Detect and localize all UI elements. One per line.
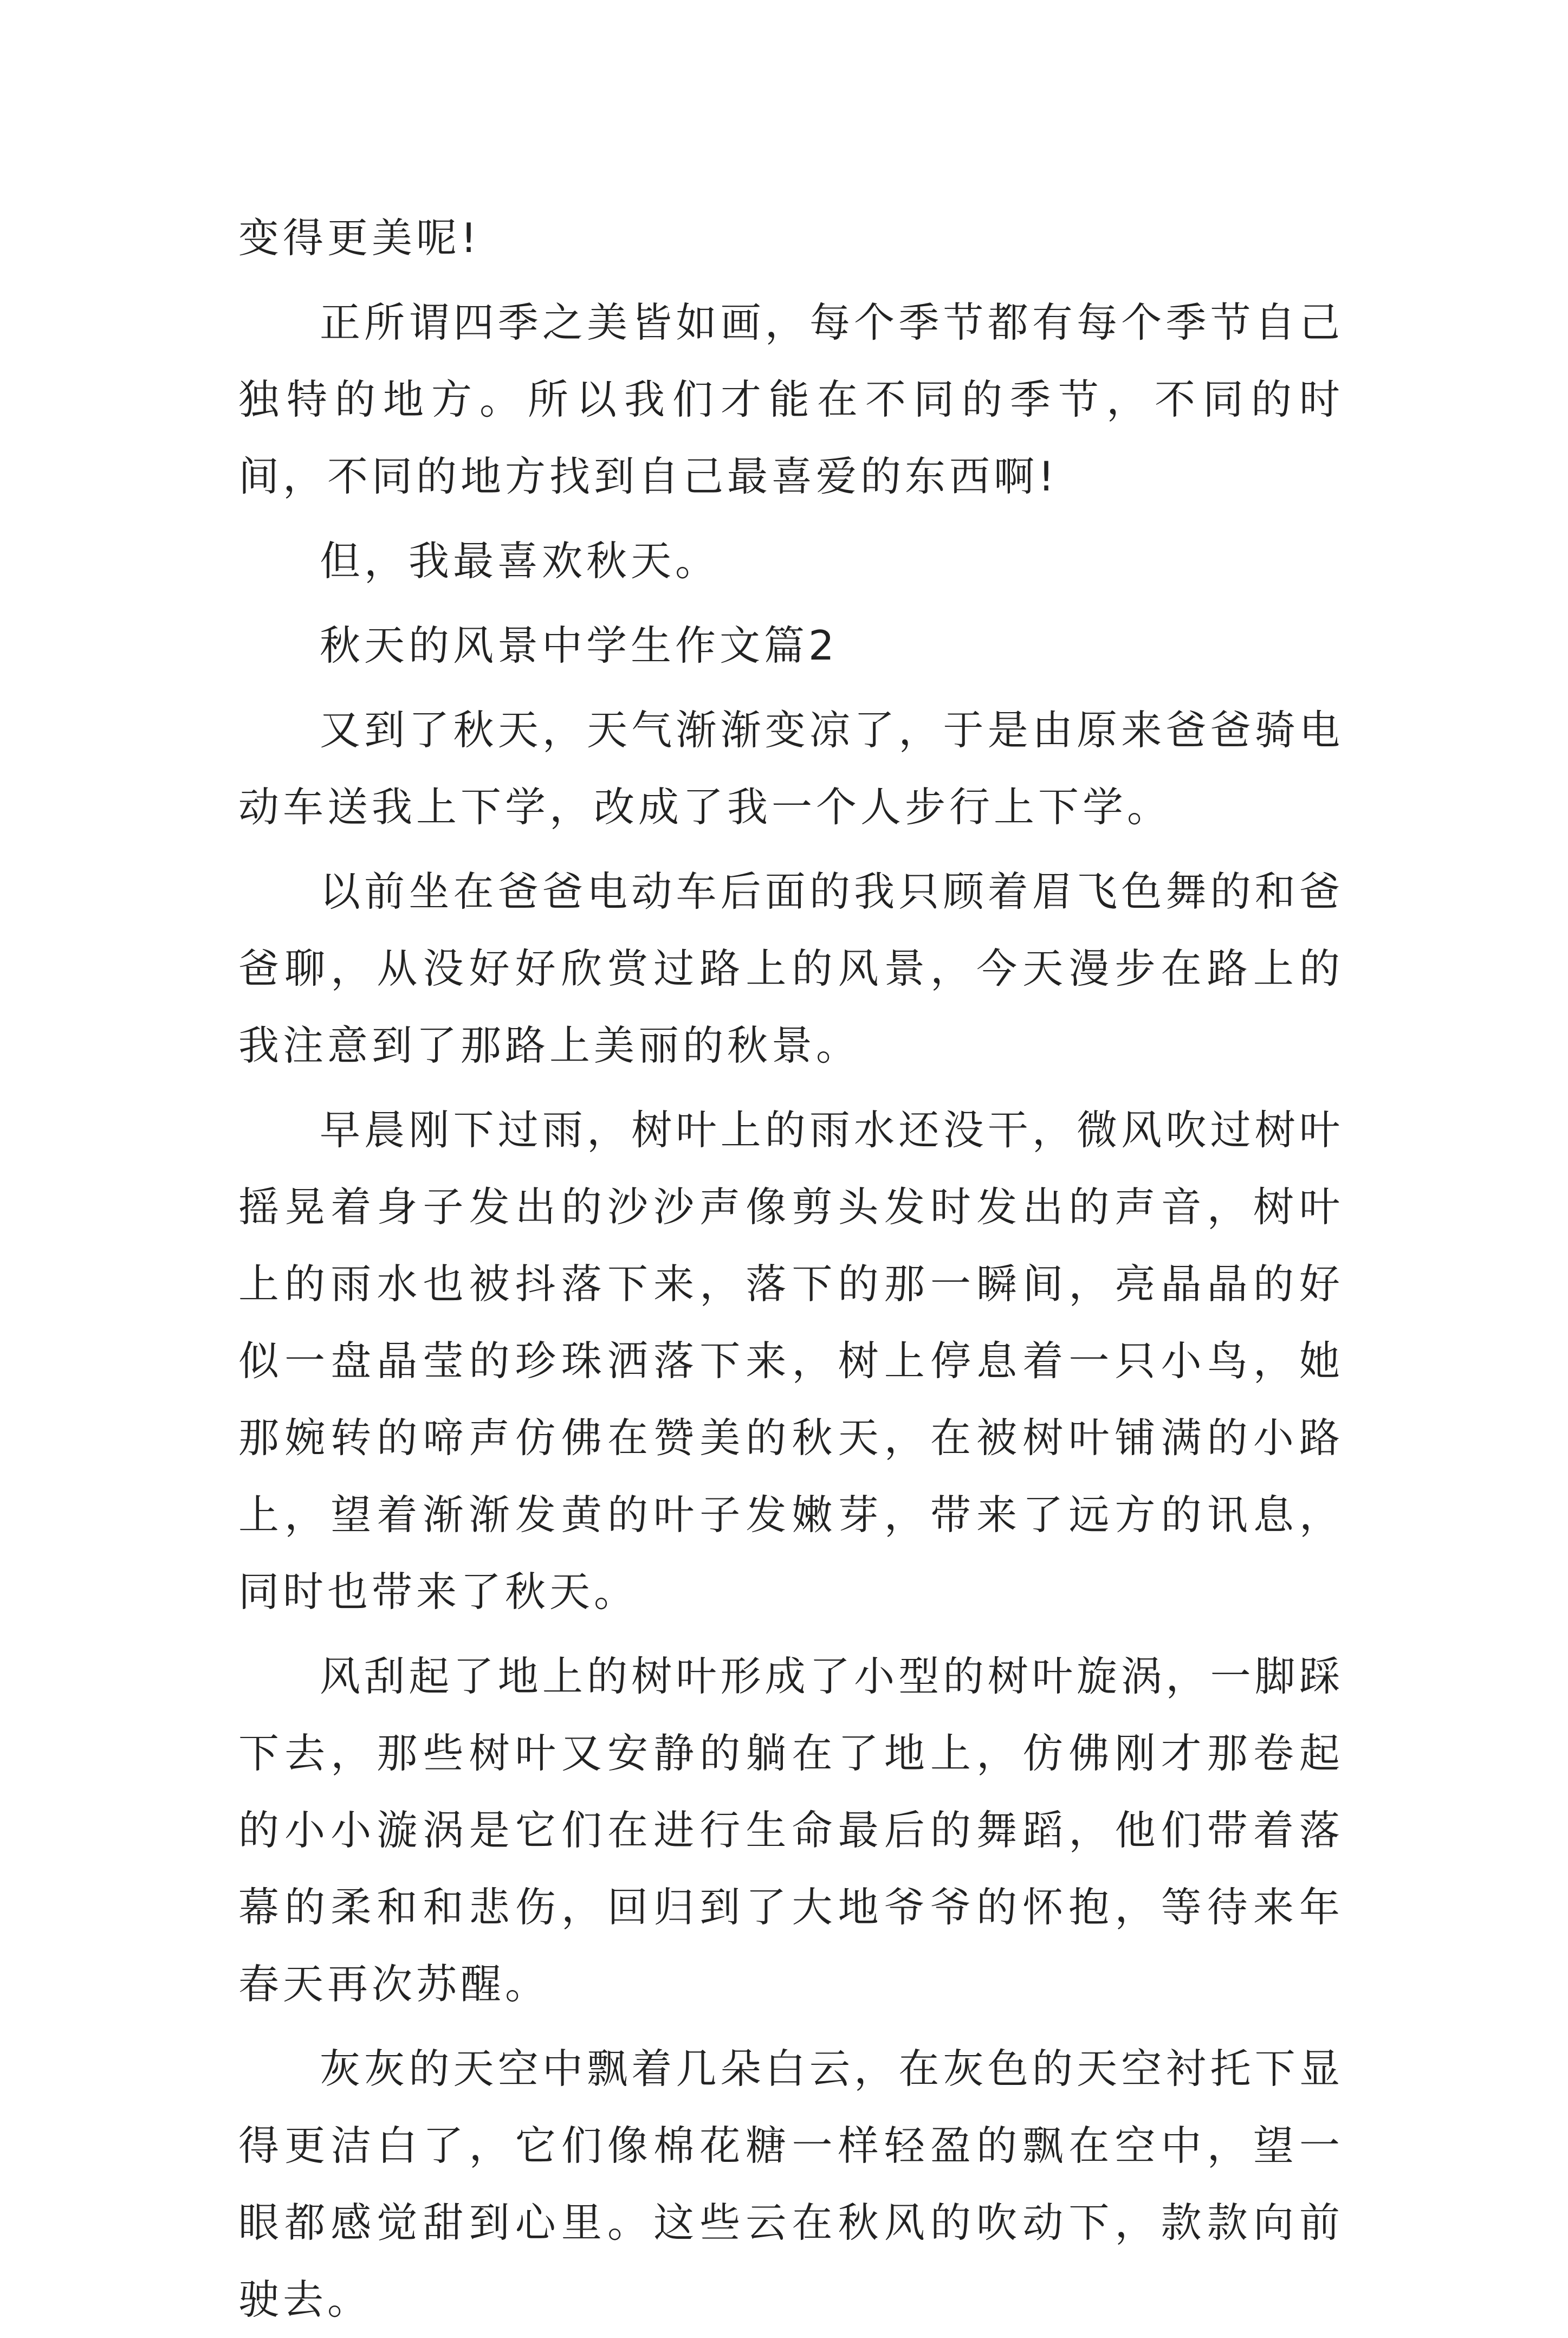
paragraph: 正所谓四季之美皆如画，每个季节都有每个季节自己独特的地方。所以我们才能在不同的季节，不同的时间，不同的地方找到自己最喜爱的东西啊! xyxy=(238,299,1344,500)
paragraph: 以前坐在爸爸电动车后面的我只顾着眉飞色舞的和爸爸聊，从没好好欣赏过路上的风景，今天漫步在路上的我注意到了那路上美丽的秋景。 xyxy=(238,868,1344,1069)
paragraph: 早晨刚下过雨，树叶上的雨水还没干，微风吹过树叶摇晃着身子发出的沙沙声像剪头发时发出的声音，树叶上的雨水也被抖落下来，落下的那一瞬间，亮晶晶的好似一盘晶莹的珍珠洒落下来，树上停息着一只小鸟，她那婉转的啼声仿佛在赞美的秋天，在被树叶铺满的小路上，望着渐渐发黄的叶子发嫩芽，带来了远方的讯息，同时也带来了秋天。 xyxy=(238,1106,1344,1616)
article-body xyxy=(238,199,1344,2338)
paragraph: 风刮起了地上的树叶形成了小型的树叶旋涡，一脚踩下去，那些树叶又安静的躺在了地上，仿佛刚才那卷起的小小漩涡是它们在进行生命最后的舞蹈，他们带着落幕的柔和和悲伤，回归到了大地爷爷的怀抱，等待来年春天再次苏醒。 xyxy=(238,1652,1344,2008)
section-heading: 秋天的风景中学生作文篇2 xyxy=(320,622,838,669)
paragraph: 灰灰的天空中飘着几朵白云，在灰色的天空衬托下显得更洁白了，它们像棉花糖一样轻盈的飘在空中，望一眼都感觉甜到心里。这些云在秋风的吹动下，款款向前驶去。 xyxy=(238,2045,1344,2323)
paragraph: 但，我最喜欢秋天。 xyxy=(320,537,720,585)
paragraph-continuation: 变得更美呢! xyxy=(238,214,481,262)
paragraph: 又到了秋天，天气渐渐变凉了，于是由原来爸爸骑电动车送我上下学，改成了我一个人步行上下学。 xyxy=(238,706,1344,831)
